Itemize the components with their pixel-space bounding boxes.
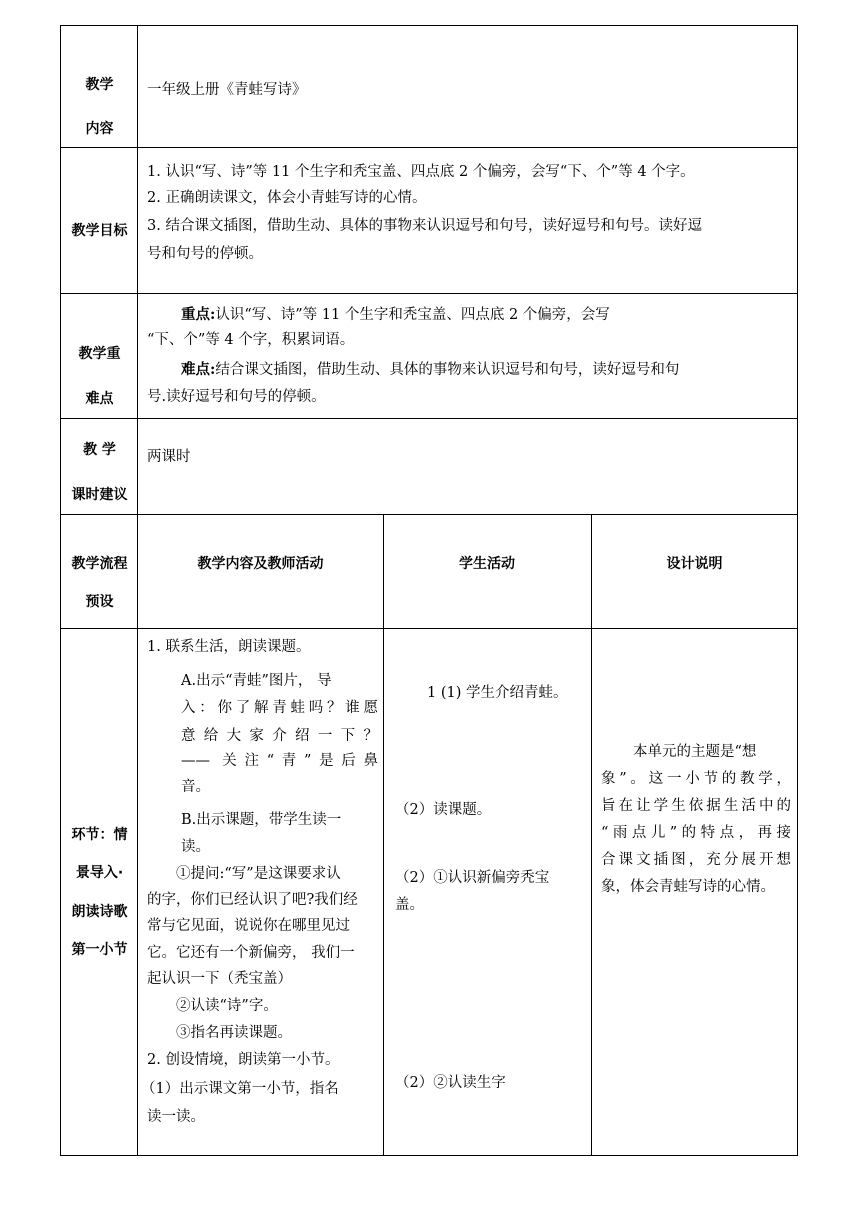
teacher-step: 起认识一下（秃宝盖） [147,971,292,987]
design-note: 合课文插图，充分展开想 [601,852,791,868]
row-lesson-hours [60,418,798,514]
label-line: 教 学 [83,442,116,458]
column-divider [591,629,592,1155]
label-lesson-hours [61,419,138,514]
label-line: 内容 [85,121,114,137]
teacher-step: 2. 创设情境，朗读第一小节。 [147,1052,340,1068]
lesson-hours-value: 两课时 [147,449,191,465]
teacher-step: 读一读。 [147,1109,205,1125]
label-line: 教学重 [78,346,121,362]
label-line: 教学流程 [71,556,128,572]
goal-item: 2. 正确朗读课文，体会小青蛙写诗的心情。 [147,190,427,206]
label-line: 课时建议 [71,487,128,503]
teacher-step: 的字，你们已经认识了吧?我们经 [147,892,358,908]
header-teacher-activity: 教学内容及教师活动 [197,556,324,572]
teacher-step: ③指名再读课题。 [176,1025,292,1041]
key-point-title: 重点: [181,306,216,323]
teacher-step: ①提问:“写”是这课要求认 [176,866,341,882]
difficulty-line [181,358,679,379]
label-key-points [61,294,138,418]
header-design-notes: 设计说明 [666,556,723,572]
teacher-step: 读。 [181,839,210,855]
design-note: 本单元的主题是“想 [633,744,757,760]
difficulty-title: 难点: [181,361,216,378]
student-activity: （2）①认识新偏旁秃宝 [395,870,550,886]
label-process [61,515,138,628]
design-note: 象，体会青蛙写诗的心情。 [601,879,775,895]
label-line: 第一小节 [71,942,128,958]
label-line: 预设 [85,594,114,610]
row-teaching-goals [60,147,798,293]
goal-item: 1. 认识“写、诗”等 11 个生字和秃宝盖、四点底 2 个偏旁，会写“下、个”等 4 个字。 [147,164,695,180]
student-activity: 盖。 [395,897,424,913]
key-point-line [181,303,610,324]
key-point-text: 认识“写、诗”等 11 个生字和秃宝盖、四点底 2 个偏旁，会写 [215,307,610,323]
label-line: 朗读诗歌 [71,904,128,920]
teacher-step: B.出示课题，带学生读一 [181,812,342,828]
row-section-one [60,628,798,1156]
teacher-step: 意给大家介绍一下？ [181,728,378,744]
header-student-activity: 学生活动 [459,556,515,572]
teacher-step: ②认读“诗”字。 [176,998,278,1014]
column-divider [383,629,384,1155]
label-teaching-goals [61,148,138,293]
row-teaching-content [60,25,798,147]
teacher-step: —— 关注“青”是后鼻 [181,753,378,769]
label-line: 环节：情 [71,827,128,843]
label-teaching-content [61,26,138,147]
teacher-step: 1. 联系生活，朗读课题。 [147,639,311,655]
label-line: 教学 [85,77,114,93]
teacher-step: 音。 [181,779,210,795]
row-process-header [60,514,798,628]
teacher-step: A.出示“青蛙”图片， 导 [181,673,332,689]
teacher-step: 常与它见面，说说你在哪里见过 [147,918,350,934]
teacher-step: （1）出示课文第一小节，指名 [141,1081,339,1097]
key-point-line: “下、个”等 4 个字，积累词语。 [147,332,355,348]
difficulty-line: 号.读好逗号和句号的停顿。 [147,389,326,405]
difficulty-text: 结合课文插图，借助生动、具体的事物来认识逗号和句号，读好逗号和句 [215,362,680,378]
lesson-title: 一年级上册《青蛙写诗》 [147,82,307,98]
student-activity: （2）②认读生字 [395,1075,506,1091]
student-activity: 1 (1) 学生介绍青蛙。 [427,685,568,701]
design-note: 旨在让学生依据生活中的 [601,798,791,814]
teacher-step: 它。它还有一个新偏旁， 我们一 [147,945,355,961]
goal-item: 号和句号的停顿。 [147,246,263,262]
goal-item: 3. 结合课文插图，借助生动、具体的事物来认识逗号和句号，读好逗号和句号。读好逗 [147,218,702,234]
design-note: 象”。这一小节的教学， [601,771,791,787]
label-line: 景导入· [75,865,124,881]
student-activity: （2）读课题。 [395,802,492,818]
label-section-one [61,629,138,1155]
teacher-step: 入：你了解青蛙吗？谁愿 [181,700,378,716]
label-line: 难点 [85,391,114,407]
label-line: 教学目标 [71,223,128,239]
row-key-points [60,293,798,418]
design-note: “雨点儿”的特点，再接 [601,825,791,841]
